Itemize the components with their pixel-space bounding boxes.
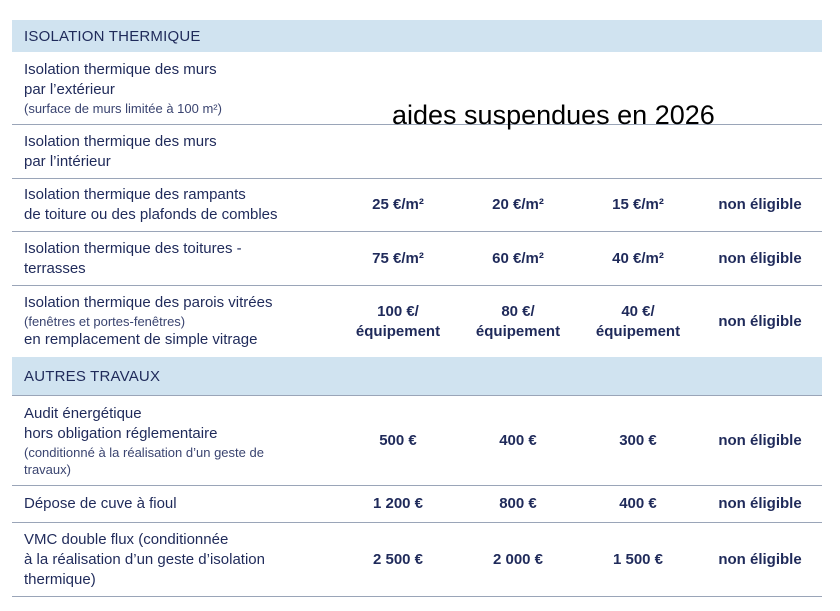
table-row <box>12 178 822 231</box>
row-note: (fenêtres et portes-fenêtres) <box>24 314 186 329</box>
row-label-line: à la réalisation d’un geste d’isolation <box>24 550 265 568</box>
value-cell: 40 €/m² <box>612 249 664 267</box>
value-cell: 500 € <box>379 431 417 449</box>
value-cell <box>578 125 698 178</box>
table-bottom-divider <box>12 596 822 597</box>
value-cell: non éligible <box>718 312 802 330</box>
value-cell: 2 000 € <box>492 550 544 568</box>
section-title: ISOLATION THERMIQUE <box>24 27 201 45</box>
value-cell <box>338 286 458 357</box>
value-cell <box>458 125 578 178</box>
value-cell: 400 € <box>619 495 657 512</box>
row-label-line: Isolation thermique des rampants <box>24 186 246 203</box>
value-cell: 25 €/m² <box>372 196 424 213</box>
value-cell <box>578 286 698 357</box>
row-label-line: thermique) <box>24 570 96 588</box>
row-label-line: Audit énergétique <box>24 404 142 422</box>
row-note: (surface de murs limitée à 100 m²) <box>24 100 222 116</box>
row-label <box>24 286 334 357</box>
row-label <box>24 52 334 124</box>
row-label <box>24 125 334 178</box>
row-label-line: hors obligation réglementaire <box>24 424 218 442</box>
value-cell: 15 €/m² <box>612 196 664 213</box>
table-row <box>12 285 822 357</box>
value-cell: 60 €/m² <box>492 249 544 267</box>
value-cell <box>698 125 822 178</box>
row-label-line: VMC double flux (conditionnée <box>24 530 229 548</box>
value-cell: non éligible <box>718 431 802 449</box>
row-label <box>24 232 334 285</box>
value-cell <box>698 52 822 124</box>
value-cell: 20 €/m² <box>492 196 544 213</box>
table-row <box>12 124 822 178</box>
row-label <box>24 396 334 485</box>
value-cell: 2 500 € <box>372 550 424 568</box>
row-label-line: Isolation thermique des murs <box>24 132 217 150</box>
value-text: 40 €/ équipement <box>595 302 681 340</box>
value-cell: non éligible <box>718 249 802 267</box>
row-label <box>24 179 334 231</box>
row-label-line: Isolation thermique des murs <box>24 60 217 78</box>
table-row <box>12 522 822 596</box>
row-note: (conditionné à la réalisation d’un geste de travaux) <box>24 444 264 477</box>
row-label <box>24 486 334 522</box>
value-cell: non éligible <box>718 550 802 568</box>
table-row <box>12 485 822 522</box>
row-label-line: terrasses <box>24 259 86 277</box>
section-header-autres <box>12 357 822 395</box>
section-header-isolation <box>12 20 822 52</box>
value-cell: 75 €/m² <box>372 249 424 267</box>
value-cell <box>338 125 458 178</box>
table-row <box>12 231 822 285</box>
row-label-line: en remplacement de simple vitrage <box>24 331 258 348</box>
value-cell: 1 500 € <box>612 550 664 568</box>
row-label-line: Isolation thermique des parois vitrées <box>24 294 273 311</box>
value-cell: 1 200 € <box>372 495 424 512</box>
value-cell: 300 € <box>619 431 657 449</box>
value-text: 100 €/ équipement <box>355 302 441 340</box>
row-label-line: Isolation thermique des toitures - <box>24 239 242 257</box>
row-label-line: par l’extérieur <box>24 80 115 98</box>
section-title: AUTRES TRAVAUX <box>24 367 161 385</box>
row-label <box>24 523 334 596</box>
value-cell: non éligible <box>718 495 802 512</box>
value-cell <box>458 286 578 357</box>
table-row <box>12 395 822 485</box>
value-text: 80 €/ équipement <box>475 302 561 340</box>
value-cell: 400 € <box>499 431 537 449</box>
value-cell: 800 € <box>499 495 537 512</box>
row-label-line: par l’intérieur <box>24 152 111 170</box>
value-cell: non éligible <box>718 196 802 213</box>
row-label-line: Dépose de cuve à fioul <box>24 495 177 512</box>
row-label-line: de toiture ou des plafonds de combles <box>24 206 278 223</box>
overlay-annotation: aides suspendues en 2026 <box>392 100 715 130</box>
